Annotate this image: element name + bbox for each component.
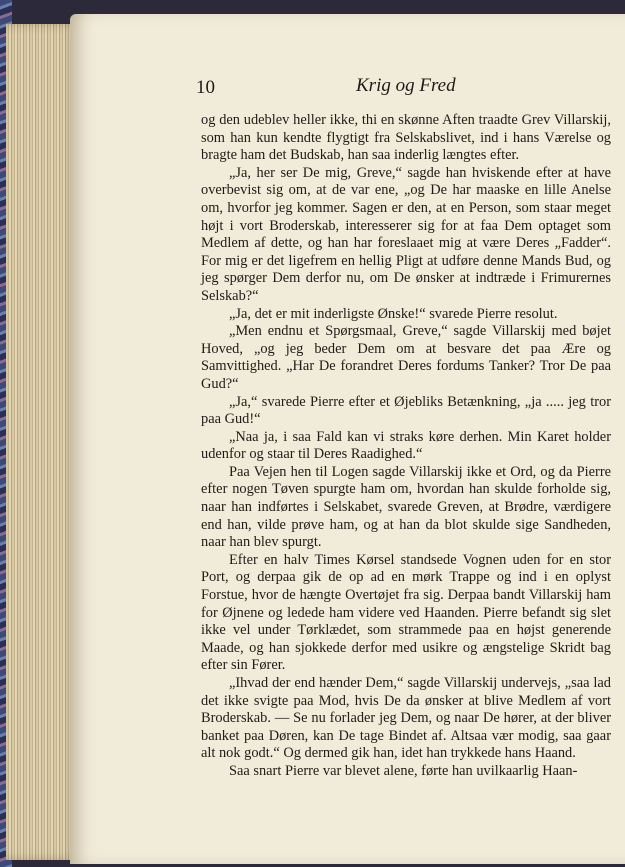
paragraph: og den udeblev heller ikke, thi en skønne Aften traadte Grev Villarskij, som han kun kendte flygtigt fra Selskabslivet, ind i hans Værelse og bragte ham det Budskab, han saa inderlig længtes efter. — [201, 112, 611, 164]
paragraph: Efter en halv Times Kørsel standsede Vognen uden for en stor Port, og derpaa gik de op ad en mørk Trappe og ind i en oplyst Forstue, hvor de hængte Overtøjet fra sig. Derpaa bandt Villarskij ham for Øjnene og ledede ham videre ved Haanden. Pierre befandt sig slet ikke vel under Tørklædet, som strammede paa en højst generende Maade, og han sjokkede derfor med usikre og ængstelige Skridt bag efter sin Fører. — [201, 551, 611, 674]
paragraph: „Ja,“ svarede Pierre efter et Øjebliks Betænkning, „ja ..... jeg tror paa Gud!“ — [201, 393, 611, 428]
paragraph: „Naa ja, i saa Fald kan vi straks køre derhen. Min Karet holder udenfor og staar til Deres Raadighed.“ — [201, 428, 611, 463]
page-number: 10 — [196, 77, 215, 98]
body-text — [201, 112, 611, 781]
paragraph: „Ihvad der end hænder Dem,“ sagde Villarskij undervejs, „saa lad det ikke svigte paa Mod, hvis De da ønsker at blive Medlem af vort Broderskab. — Se nu forlader jeg Dem, og naar De hører, at der bliver banket paa Døren, kan De tage Bindet af. Altsaa vær modig, saa gaar alt nok godt.“ Og dermed gik han, idet han trykkede hans Haand. — [201, 675, 611, 762]
paragraph: Paa Vejen hen til Logen sagde Villarskij ikke et Ord, og da Pierre efter nogen Tøven spurgte ham om, hvordan han skulde forholde sig, naar han indførtes i Selskabet, svarede Greven, at Brødre, værdigere end han, vilde prøve ham, og at han da blot skulde sige Sandheden, naar han blev spurgt. — [201, 463, 611, 551]
paragraph: „Ja, her ser De mig, Greve,“ sagde han hviskende efter at have overbevist sig om, at de var ene, „og De har maaske en lille Anelse om, hvorfor jeg kommer. Sagen er den, at en Person, som staar meget højt i vort Broderskab, interesserer sig for at faa Dem optaget som Medlem af dette, og han har foreslaaet mig at være Deres „Fadder“. For mig er det ligefrem en hellig Pligt at udføre denne Mands Bud, og jeg spørger Dem derfor nu, om De ønsker at indtræde i Frimurernes Selskab?“ — [201, 164, 611, 304]
running-title: Krig og Fred — [356, 75, 456, 96]
page-header — [196, 75, 610, 101]
paragraph: „Men endnu et Spørgsmaal, Greve,“ sagde Villarskij med bøjet Hoved, „og jeg beder Dem om at besvare det paa Ære og Samvittighed. „Har De forandret Deres fordums Tanker? Tror De paa Gud?“ — [201, 323, 611, 392]
page-block-edges — [6, 24, 78, 860]
paragraph: Saa snart Pierre var blevet alene, førte han uvilkaarlig Haan- — [229, 762, 578, 779]
paragraph: „Ja, det er mit inderligste Ønske!“ svarede Pierre resolut. — [229, 305, 558, 322]
